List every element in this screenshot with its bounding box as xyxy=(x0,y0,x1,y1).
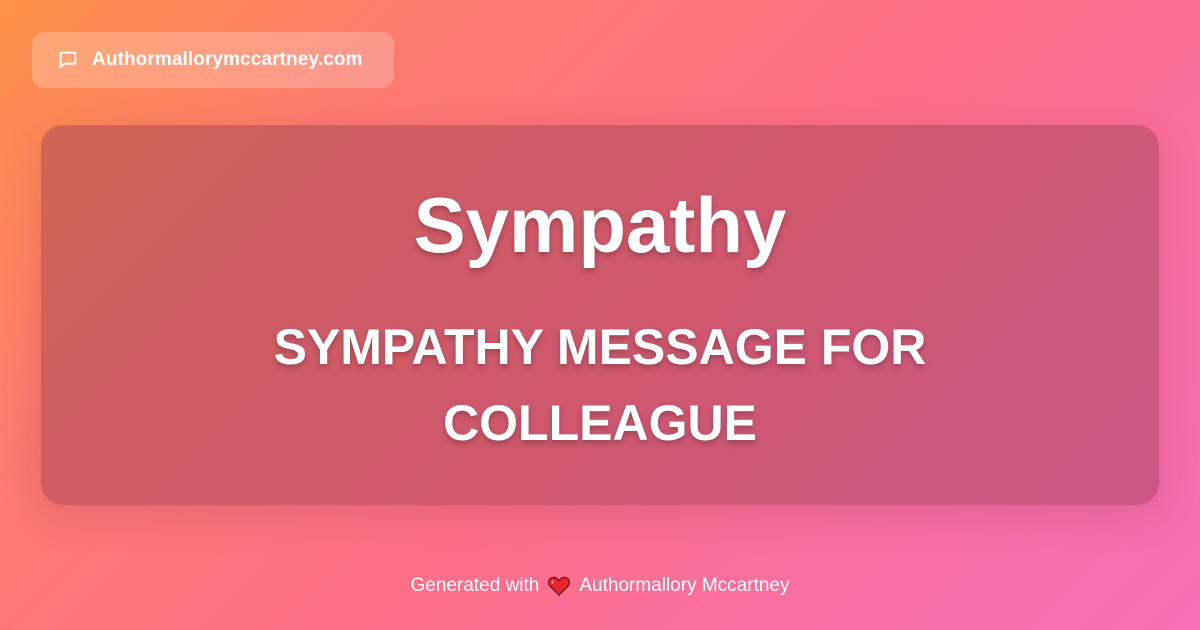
footer-prefix: Generated with xyxy=(410,575,540,596)
category-heading: Sympathy xyxy=(413,181,787,269)
heart-icon xyxy=(547,574,571,598)
footer-author: Authormallory Mccartney xyxy=(579,575,790,596)
chat-bubble-icon xyxy=(56,48,80,72)
page-title: SYMPATHY MESSAGE FOR COLLEAGUE xyxy=(273,319,927,451)
title-card xyxy=(41,125,1159,505)
site-domain-badge[interactable] xyxy=(32,32,394,88)
footer-credit xyxy=(0,574,1200,598)
site-domain-text: Authormallorymccartney.com xyxy=(92,49,363,70)
